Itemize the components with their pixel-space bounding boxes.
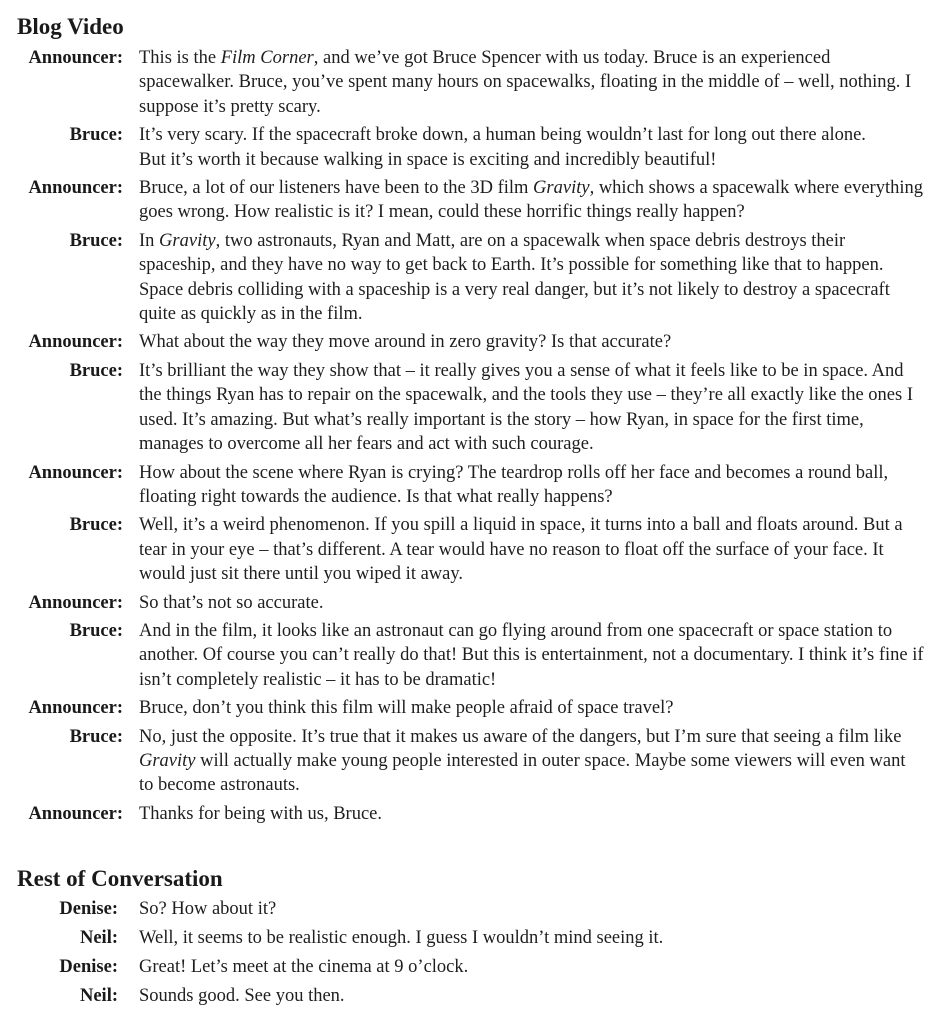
text-segment: Sounds good. See you then.	[139, 985, 345, 1006]
text-segment: Thanks for being with us, Bruce.	[139, 803, 383, 824]
utterance-paragraph	[139, 513, 924, 586]
speaker-label: Bruce:	[69, 360, 123, 381]
utterance-paragraph	[139, 696, 924, 720]
utterance-paragraph	[139, 176, 924, 225]
utterance-paragraph	[139, 619, 924, 692]
dialogue-turn	[0, 897, 940, 921]
utterance-paragraph	[139, 46, 924, 119]
utterance-paragraph	[139, 359, 924, 457]
text-segment: This is the	[139, 48, 221, 68]
text-segment: But it’s worth it because walking in space is exciting and incredibly beautiful!	[139, 149, 717, 170]
utterance-text	[139, 802, 924, 826]
text-segment: will actually make young people interested in outer space. Maybe some viewers will even want to become astronauts.	[139, 750, 906, 796]
utterance-text	[139, 330, 924, 354]
utterance-text	[139, 176, 924, 225]
text-segment: It’s very scary. If the spacecraft broke down, a human being wouldn’t last for long out there alone.	[139, 125, 866, 146]
dialogue-rest-of-conversation	[0, 897, 940, 1013]
speaker-label: Announcer:	[28, 803, 123, 824]
dialogue-turn	[0, 696, 940, 720]
speaker-label: Announcer:	[28, 48, 123, 68]
dialogue-blog-video	[0, 46, 940, 830]
dialogue-turn	[0, 591, 940, 615]
speaker-label: Denise:	[59, 956, 118, 977]
utterance-paragraph	[139, 984, 924, 1008]
text-segment: Well, it seems to be realistic enough. I guess I wouldn’t mind seeing it.	[139, 927, 664, 948]
text-segment: Great! Let’s meet at the cinema at 9 o’clock.	[139, 956, 469, 977]
text-segment: How about the scene where Ryan is crying? The teardrop rolls off her face and becomes a round ball, floating right towards the audience. Is that what really happens?	[139, 462, 889, 507]
utterance-paragraph	[139, 229, 924, 327]
utterance-text	[139, 123, 924, 172]
utterance-paragraph	[139, 926, 924, 950]
speaker-label: Neil:	[79, 927, 118, 948]
dialogue-turn	[0, 802, 940, 826]
speaker-label: Announcer:	[28, 332, 123, 353]
dialogue-turn	[0, 229, 940, 327]
speaker-label: Bruce:	[69, 620, 123, 641]
italic-title: Gravity	[533, 178, 590, 199]
dialogue-turn	[0, 926, 940, 950]
italic-title: Gravity	[159, 230, 216, 251]
speaker-label: Announcer:	[28, 592, 123, 613]
dialogue-turn	[0, 984, 940, 1008]
speaker-label: Announcer:	[28, 462, 123, 483]
italic-title: Gravity	[139, 750, 196, 771]
speaker-label: Announcer:	[28, 698, 123, 719]
speaker-label: Bruce:	[69, 125, 123, 146]
utterance-text	[139, 229, 924, 327]
utterance-text	[139, 926, 924, 950]
text-segment: Well, it’s a weird phenomenon. If you spill a liquid in space, it turns into a ball and floats around. But a tear in your eye – that’s different. A tear would have no reason to float off the surface of your face. It would just sit there until you wiped it away.	[139, 515, 903, 585]
speaker-label: Bruce:	[69, 515, 123, 536]
speaker-label: Neil:	[79, 985, 118, 1006]
section-title-blog-video: Blog Video	[17, 14, 124, 39]
text-segment: So? How about it?	[139, 899, 277, 919]
utterance-paragraph	[139, 802, 924, 826]
dialogue-turn	[0, 46, 940, 119]
dialogue-turn	[0, 955, 940, 979]
text-segment: No, just the opposite. It’s true that it makes us aware of the dangers, but I’m sure that seeing a film like	[139, 726, 902, 747]
speaker-label: Bruce:	[69, 230, 123, 251]
utterance-paragraph	[139, 725, 924, 798]
dialogue-turn	[0, 176, 940, 225]
text-segment: , and we’ve got Bruce Spencer with us today. Bruce is an experienced spacewalker. Bruce, you’ve spent many hours on spacewalks, floating in the middle of – well, nothing. I suppose it’s pretty scary.	[139, 48, 912, 117]
utterance-text	[139, 696, 924, 720]
text-segment: So that’s not so accurate.	[139, 592, 324, 613]
text-segment: Bruce, don’t you think this film will make people afraid of space travel?	[139, 698, 674, 719]
dialogue-turn	[0, 123, 940, 172]
italic-title: Film Corner	[220, 48, 314, 68]
dialogue-turn	[0, 330, 940, 354]
utterance-text	[139, 955, 924, 979]
text-segment: What about the way they move around in zero gravity? Is that accurate?	[139, 332, 672, 353]
utterance-text	[139, 46, 924, 119]
text-segment: In	[139, 230, 160, 251]
text-segment: , which shows a spacewalk where everything goes wrong. How realistic is it? I mean, could these horrific things really happen?	[139, 178, 923, 223]
utterance-text	[139, 897, 924, 921]
utterance-paragraph	[139, 123, 924, 147]
speaker-label: Denise:	[59, 899, 118, 919]
utterance-paragraph	[139, 148, 924, 172]
text-segment: Bruce, a lot of our listeners have been to the 3D film	[139, 178, 534, 199]
utterance-text	[139, 591, 924, 615]
text-segment: And in the film, it looks like an astronaut can go flying around from one spacecraft or space station to another. Of course you can’t really do that! But this is entertainment, not a documentary. I think it’s fine if isn’t completely realistic – it has to be dramatic!	[139, 620, 924, 690]
utterance-text	[139, 725, 924, 798]
utterance-paragraph	[139, 330, 924, 354]
utterance-text	[139, 461, 924, 510]
utterance-text	[139, 619, 924, 692]
dialogue-turn	[0, 359, 940, 457]
utterance-text	[139, 359, 924, 457]
section-title-rest-of-conversation: Rest of Conversation	[17, 866, 223, 891]
dialogue-turn	[0, 725, 940, 798]
utterance-text	[139, 513, 924, 586]
text-segment: , two astronauts, Ryan and Matt, are on a spacewalk when space debris destroys their spaceship, and they have no way to get back to Earth. It’s possible for something like that to happen. Space debris colliding with a spaceship is a very real danger, but it’s not likely to destroy a spacecraft quite as quickly as in the film.	[139, 230, 890, 325]
dialogue-turn	[0, 619, 940, 692]
dialogue-turn	[0, 461, 940, 510]
utterance-paragraph	[139, 591, 924, 615]
utterance-paragraph	[139, 461, 924, 510]
text-segment: It’s brilliant the way they show that – it really gives you a sense of what it feels like to be in space. And the things Ryan has to repair on the spacewalk, and the tools they use – they’re all exactly like the ones I used. It’s amazing. But what’s really important is the story – how Ryan, in space for the first time, manages to overcome all her fears and act with such courage.	[139, 360, 913, 455]
speaker-label: Announcer:	[28, 178, 123, 199]
dialogue-turn	[0, 513, 940, 586]
speaker-label: Bruce:	[69, 726, 123, 747]
utterance-text	[139, 984, 924, 1008]
utterance-paragraph	[139, 897, 924, 921]
utterance-paragraph	[139, 955, 924, 979]
